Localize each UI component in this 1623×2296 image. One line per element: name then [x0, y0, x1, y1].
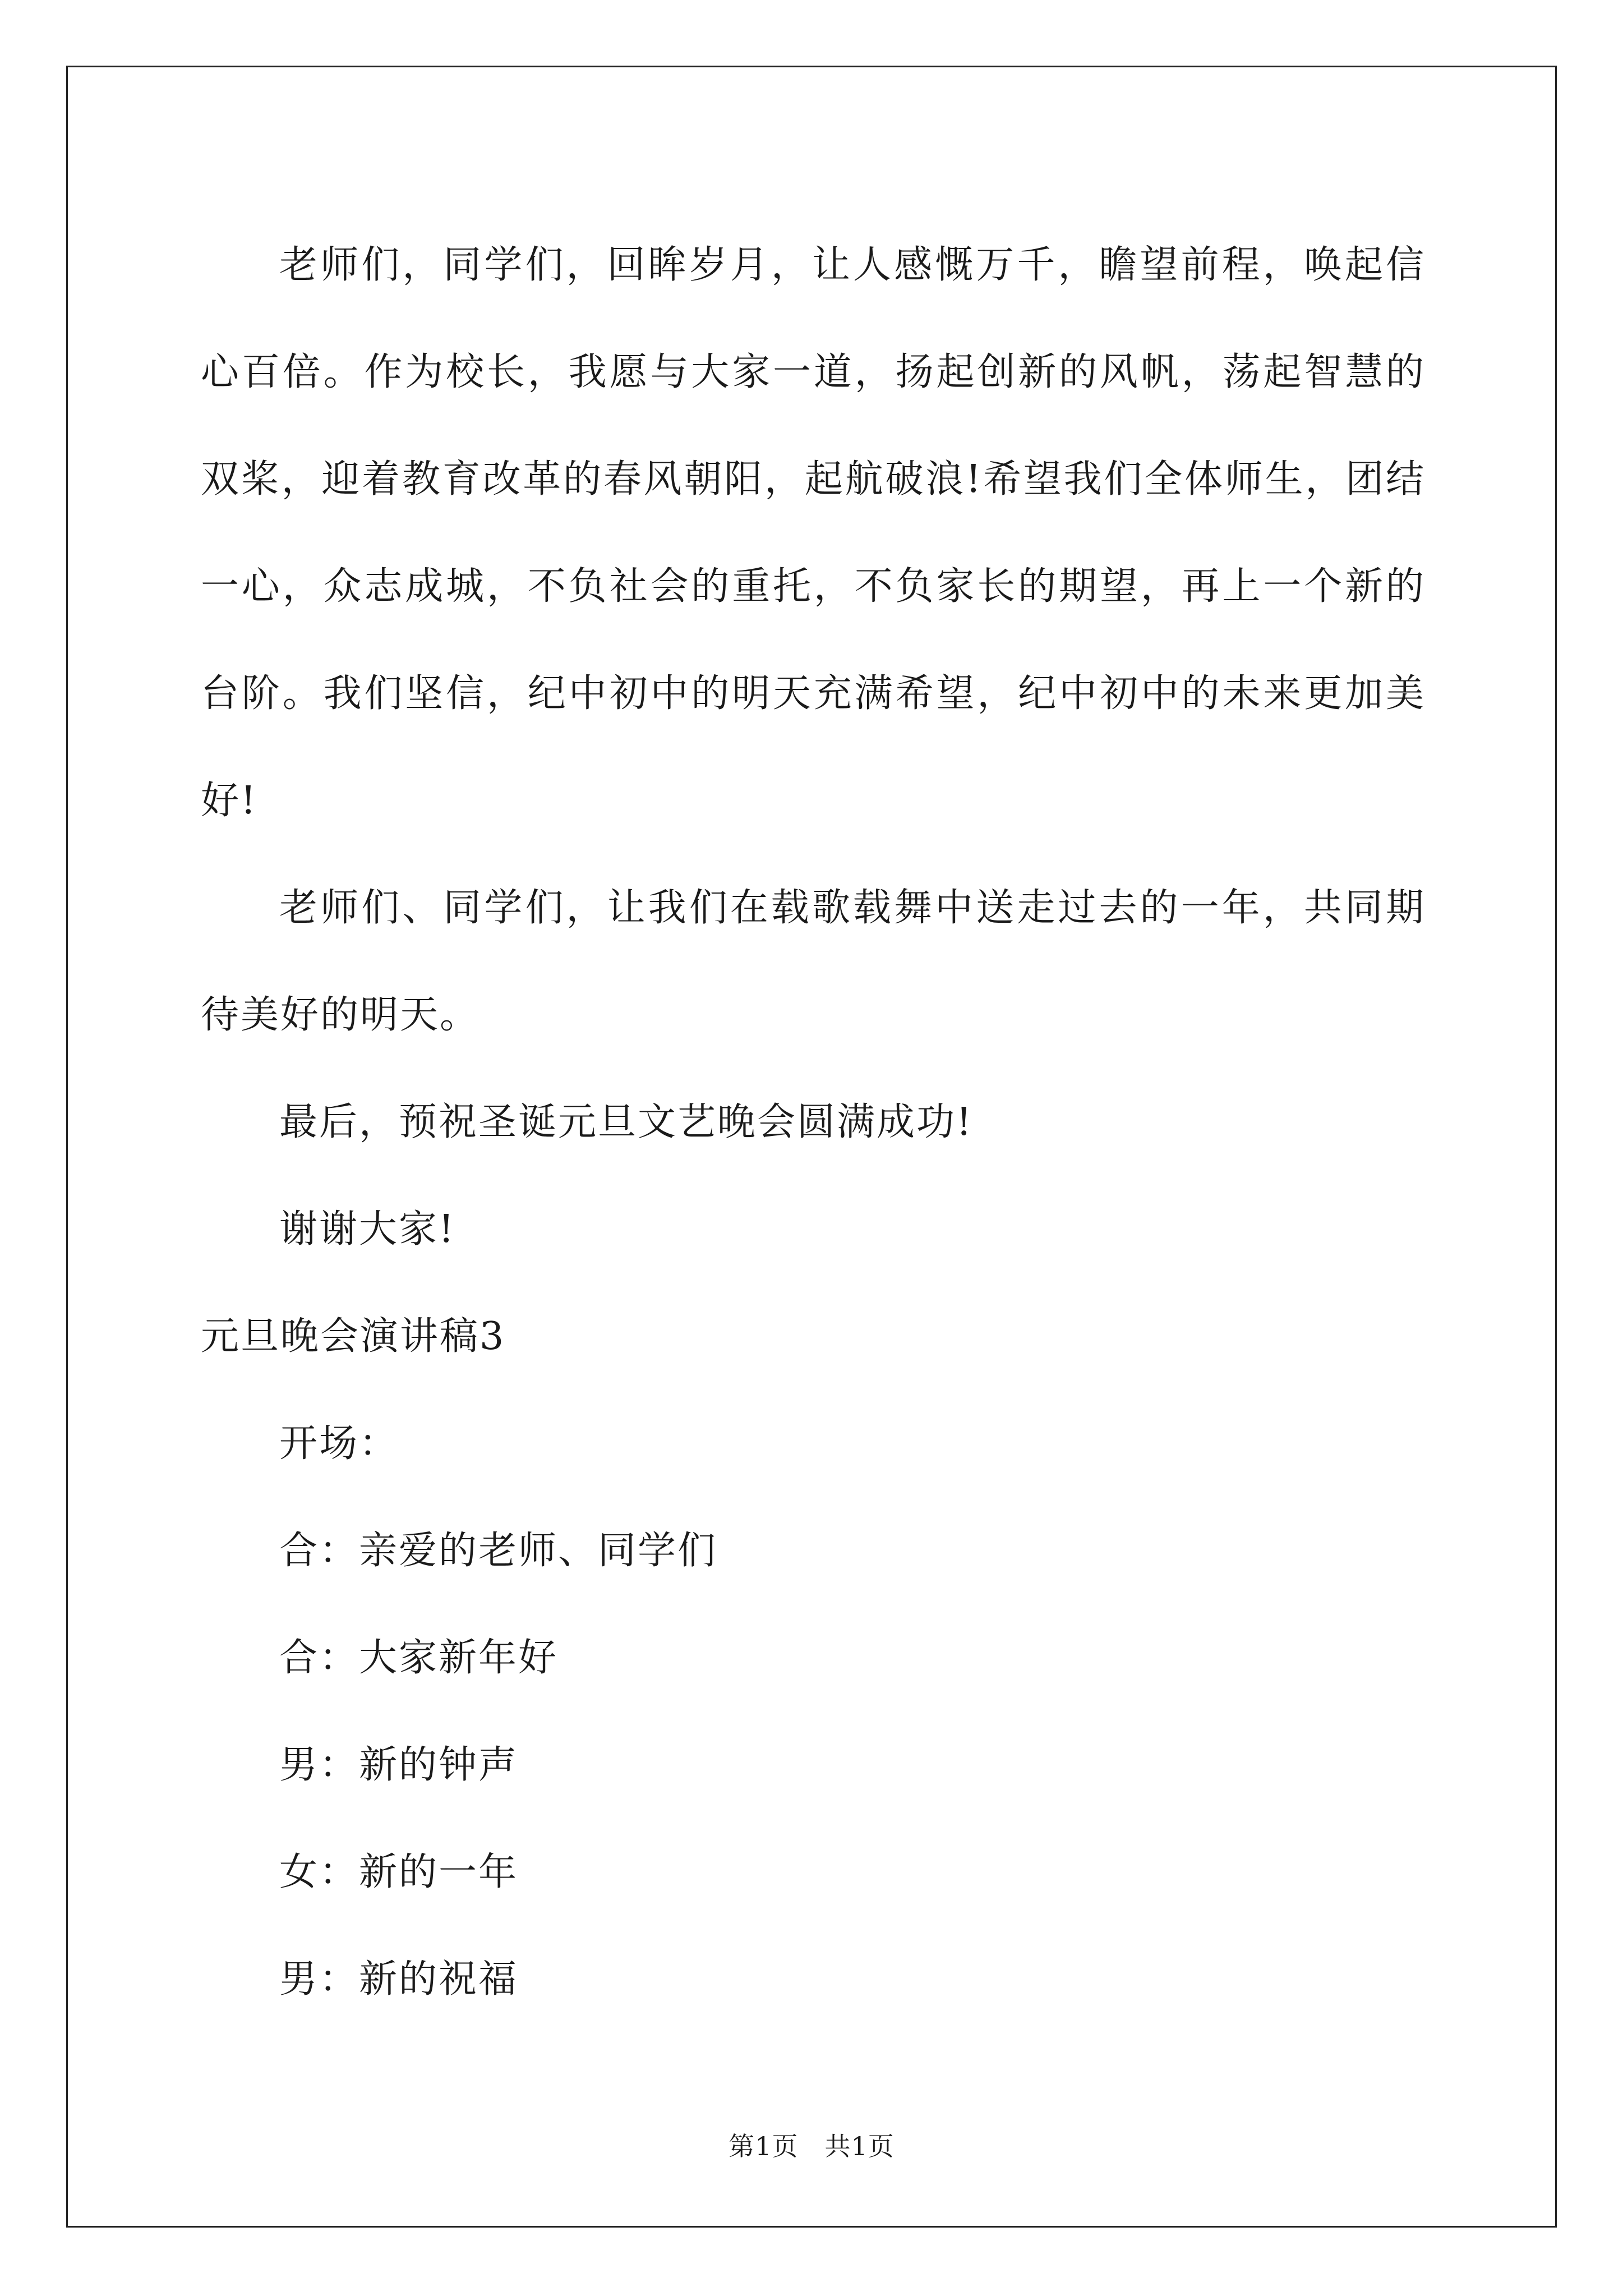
script-line: 合：亲爱的老师、同学们 — [279, 1529, 718, 1573]
script-line: 男：新的钟声 — [279, 1743, 519, 1787]
script-line: 合：大家新年好 — [279, 1636, 559, 1680]
paragraph-farewell-year: 老师们、同学们，让我们在载歌载舞中送走过去的一年，共同期待美好的明天。 — [201, 886, 1426, 1037]
paragraph-closing-remarks: 老师们，同学们，回眸岁月，让人感慨万千，瞻望前程，唤起信心百倍。作为校长，我愿与大家一道，扬起创新的风帆，荡起智慧的双桨，迎着教育改革的春风朝阳，起航破浪!希望我们全体师生，团结一心，众志成城，不负社会的重托，不负家长的期望，再上一个新的台阶。我们坚信，纪中初中的明天充满希望，纪中初中的未来更加美好! — [201, 243, 1426, 823]
paragraph-thanks: 谢谢大家! — [279, 1207, 456, 1251]
script-line: 女：新的一年 — [279, 1850, 519, 1894]
page-number-footer: 第1页 共1页 — [728, 2131, 895, 2161]
section-heading: 元旦晚会演讲稿3 — [201, 1314, 506, 1359]
script-line-opening: 开场： — [279, 1421, 399, 1466]
script-line: 男：新的祝福 — [279, 1957, 519, 2001]
document-body — [201, 211, 1426, 2033]
paragraph-wish-success: 最后，预祝圣诞元旦文艺晚会圆满成功! — [279, 1100, 974, 1144]
